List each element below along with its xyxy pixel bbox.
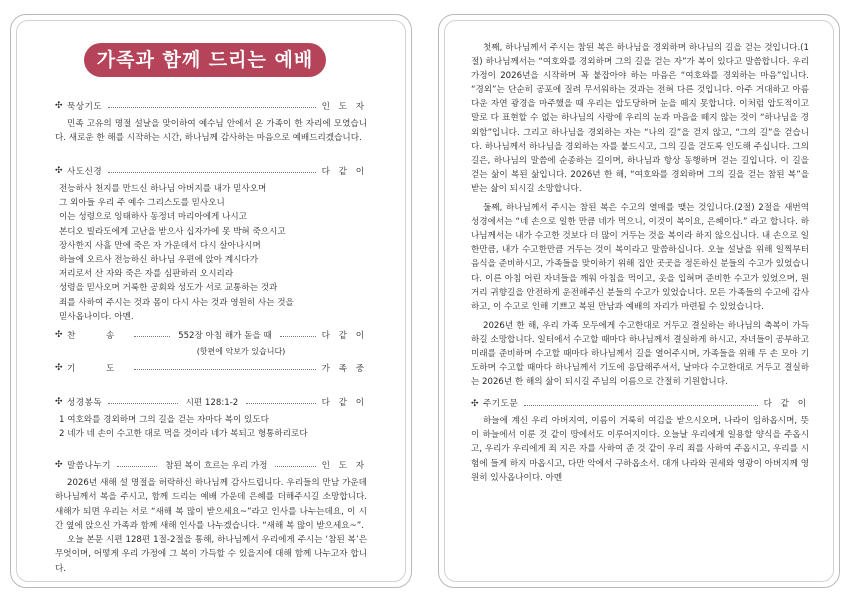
dotted-leader — [275, 466, 315, 467]
dotted-leader — [134, 336, 170, 337]
hymn-title: 552장 아침 해가 돋을 때 — [178, 331, 272, 341]
section-leader: 가 족 중 — [321, 364, 367, 374]
section-reading — [55, 395, 367, 442]
verse-line: 2 네가 네 손이 수고한 대로 먹을 것이라 네가 복되고 형통하리로다 — [59, 429, 308, 440]
section-leader: 인 도 자 — [321, 102, 367, 112]
sermon-paragraph: 2026년 한 해, 우리 가족 모두에게 수고한대로 거두고 결실하는 하나님의 축복이 가득하길 소망합니다. 일터에서 수고할 때마다 하나님께서 결실하게 하시고, 자녀들이 공부하고 미래를 준비하며 수고할 때마다 하나님께서 길을 열어주시며, 가족들을 위해 두 손 모아 기도하며 수고할 때마다 하나님께서 기도에 응답해주셔서, 날마다 수고한대로 거두고 결실하는 2026년 한 해의 삶이 되시길 주님의 이름으로 간절히 기원합니다. — [471, 320, 809, 388]
creed-line: 믿사옵나이다. 아멘. — [59, 311, 134, 322]
left-page — [10, 14, 412, 588]
creed-line: 장사한지 사흘 만에 죽은 자 가운데서 다시 살아나시며 — [59, 240, 261, 251]
section-leader: 다 같 이 — [763, 399, 809, 410]
creed-line: 본디오 빌라도에게 고난을 받으사 십자가에 못 박혀 죽으시고 — [59, 226, 286, 237]
creed-line: 저리로서 산 자와 죽은 자를 심판하러 오시리라 — [59, 269, 234, 280]
section-label: 말씀나누기 — [67, 461, 112, 471]
sermon-paragraph: 오늘 본문 시편 128편 1절-2절을 통해, 하나님께서 우리에게 주시는 ‘참된 복’은 무엇이며, 어떻게 우리 가정에 그 복이 가득할 수 있을지에 대해 함께 나누고자 합니다. — [55, 535, 367, 574]
section-label: 찬 송 — [67, 331, 129, 341]
cross-icon: ✣ — [55, 101, 63, 111]
page-title: 가족과 함께 드리는 예배 — [84, 43, 326, 77]
dotted-leader — [108, 172, 315, 173]
section-creed — [55, 164, 367, 324]
lords-prayer-text: 하늘에 계신 우리 아버지여, 이름이 거룩히 여김을 받으시오며, 나라이 임하옵시며, 뜻이 하늘에서 이룬 것 같이 땅에서도 이루어지이다. 오늘날 우리에게 일용할 양식을 주옵시고, 우리가 우리에게 죄 지은 자를 사하여 준 것 같이 우리 죄를 사하여 주옵시고, 우리를 시험에 들게 하지 마옵시고, 다만 악에서 구하옵소서. 대개 나라와 권세와 영광이 아버지께 영원히 있사옵나이다. 아멘 — [471, 416, 809, 483]
creed-line: 그 외아들 우리 주 예수 그리스도를 믿사오니 — [59, 198, 225, 209]
cross-icon: ✣ — [55, 460, 63, 470]
dotted-leader — [524, 405, 757, 406]
section-prayer — [55, 361, 367, 375]
dotted-leader — [117, 466, 157, 467]
dotted-leader — [108, 403, 177, 404]
sermon-paragraph: 둘째, 하나님께서 주시는 참된 복은 수고의 열매를 맺는 것입니다.(2절) 2절을 새번역 성경에서는 “네 손으로 일한 만큼 네가 먹으니, 이것이 복이요, 은혜이다.” 라고 합니다. 하나님께서는 내가 수고한 것보다 더 많이 거두는 것을 복이라 하지 않으십니다. 내 손으로 일한만큼, 내가 수고한만큼 거두는 것이 복이라고 말씀하십니다. 오늘 설날을 위해 일찍부터 음식을 준비하시고, 가족들을 맞이하기 위해 집안 곳곳을 정돈하신 분들의 수고가 있었습니다. 이른 아침 어린 자녀들을 깨워 아침을 먹이고, 옷을 입혀며 준비한 수고가 있었으며, 원거리 귀향길을 안전하게 운전해주신 분들의 수고가 있었습니다. 모든 가족들의 수고에 감사하고, 이 수고로 인해 기쁘고 복된 만남과 예배의 자리가 마련될 수 있었습니다. — [471, 203, 809, 312]
hymn-note: (핫편에 악보가 있습니다) — [196, 347, 286, 356]
section-label: 기 도 — [67, 364, 129, 374]
sermon-title: 참된 복이 흐르는 우리 가정 — [165, 461, 268, 471]
creed-line: 죄를 사하여 주시는 것과 몸이 다시 사는 것과 영원히 사는 것을 — [59, 297, 294, 308]
sermon-paragraph: 첫째, 하나님께서 주시는 참된 복은 하나님을 경외하며 하나님의 길을 걷는 것입니다.(1절) 하나님께서는 “여호와를 경외하며 그의 길을 걷는 자”가 복이 있다고 말씀합니다. 우리 가정이 2026년을 시작하며 꼭 붙잡아야 하는 마음은 “여호와를 경외하는 마음”입니다. “경외”는 단순히 공포에 질려 무서워하는 것과는 전혀 다른 것입니다. 아주 거대하고 아름다운 자연 광경을 마주했을 때 우리는 압도당하며 눈을 떼지 못합니다. 이처럼 압도적이고 말로 다 표현할 수 없는 하나님의 사랑에 우리의 눈과 마음을 떼지 않는 것이 “하나님을 경외함”입니다. 그리고 하나님을 경외하는 자는 “나의 길”을 걷지 않고, “그의 길”을 걷습니다. 하나님께서 하나님을 경외하는 자를 붙드시고, 그의 길을 걷도록 인도해 주십니다. 그의 길은, 하나님의 말씀에 순종하는 길이며, 하나님과 항상 동행하며 걷는 길입니다. 이 길을 걷는 삶이 복된 삶입니다. 2026년 한 해, “여호와를 경외하며 그의 길을 걷는 참된 복”을 받는 삶이 되시길 소망합니다. — [471, 43, 809, 194]
sermon-continued — [471, 41, 809, 490]
cross-icon: ✣ — [471, 399, 479, 410]
section-hymn — [55, 328, 367, 357]
section-label: 주기도문 — [483, 399, 519, 410]
dotted-leader — [246, 403, 315, 404]
right-page — [438, 14, 840, 588]
section-label: 묵상기도 — [67, 102, 103, 112]
section-meditation — [55, 99, 367, 146]
cross-icon: ✣ — [55, 166, 63, 176]
dotted-leader — [134, 369, 315, 370]
cross-icon: ✣ — [55, 330, 63, 340]
section-leader: 다 같 이 — [321, 331, 367, 341]
section-leader: 다 같 이 — [321, 167, 367, 177]
dotted-leader — [280, 336, 316, 337]
section-leader: 다 같 이 — [321, 398, 368, 408]
section-label: 성경봉독 — [67, 398, 103, 408]
section-leader: 인 도 자 — [321, 461, 368, 471]
creed-line: 성령을 믿사오며 거룩한 공회와 성도가 서로 교통하는 것과 — [59, 283, 278, 294]
creed-line: 이는 성령으로 잉태하사 동정녀 마리아에게 나시고 — [59, 212, 247, 223]
creed-line: 하늘에 오르사 전능하신 하나님 우편에 앉아 계시다가 — [59, 255, 259, 266]
cross-icon: ✣ — [55, 363, 63, 373]
section-label: 사도신경 — [67, 167, 103, 177]
section-lords-prayer — [471, 397, 809, 411]
meditation-text: 민족 고유의 명절 설날을 맞이하여 예수님 안에서 온 가족이 한 자리에 모였습니다. 새로운 한 해를 시작하는 시간, 하나님께 감사하는 마음으로 예배드리겠습니다. — [55, 119, 367, 144]
verse-line: 1 여호와를 경외하며 그의 길을 걷는 자마다 복이 있도다 — [59, 415, 269, 425]
sermon-paragraph: 2026년 새해 설 명절을 허락하신 하나님께 감사드립니다. 우리들의 만남 가운데 하나님께서 복을 주시고, 함께 드리는 예배 가운데 은혜를 더해주시길 소망합니다. 새해가 되면 우리는 서로 “새해 복 많이 받으세요~”라고 인사를 나누는데요, 이 시간 옆에 앉으신 가족과 함께 새해 인사를 나누겠습니다. “새해 복 많이 받으세요~”. — [55, 478, 367, 531]
dotted-leader — [108, 107, 315, 108]
cross-icon: ✣ — [55, 397, 63, 407]
reading-reference: 시편 128:1-2 — [185, 398, 239, 408]
section-sermon — [55, 458, 367, 576]
creed-line: 전능하사 천지를 만드신 하나님 아버지를 내가 믿사오며 — [59, 184, 267, 194]
